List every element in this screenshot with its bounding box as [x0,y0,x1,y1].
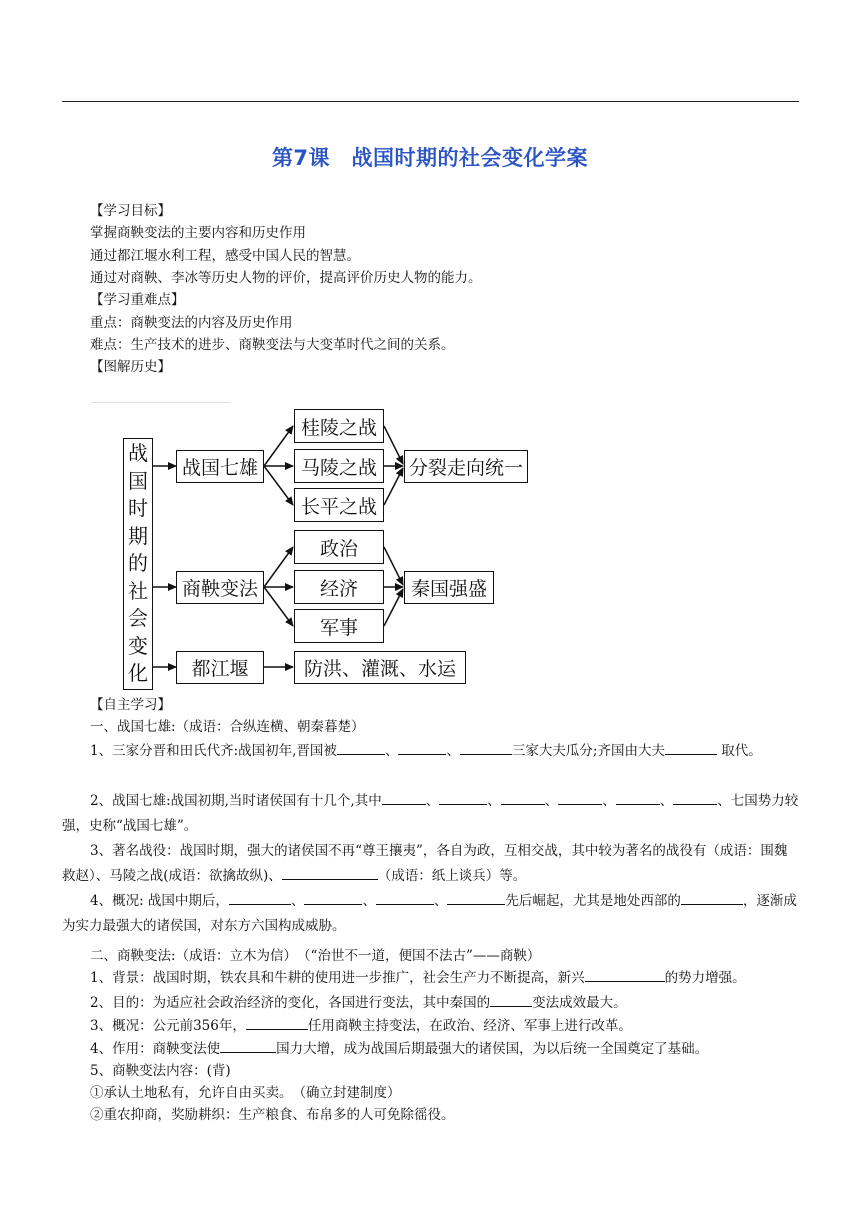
keypoint-key: 重点：商鞅变法的内容及历史作用 [90,315,293,331]
s1-paragraph-2: 2、战国七雄:战国初期,当时诸侯国有十几个,其中 、 、 、 、 、 、七国势力较强，史称“战国七雄”。 [62,789,799,839]
keypoint-difficult: 难点：生产技术的进步、商鞅变法与大变革时代之间的关系。 [90,337,455,353]
fill-blank[interactable] [460,740,512,755]
s1-paragraph-4: 4、概况: 战国中期后， 、 、 、 先后崛起，尤其是地处西部的 ，逐渐成为实力最强大的诸侯国，对东方六国构成威胁。 [62,889,799,939]
goals-heading: 【学习目标】 [90,203,171,219]
fill-blank[interactable] [665,740,717,755]
fill-blank[interactable] [673,790,717,805]
battle-maling: 马陵之战 [294,449,384,483]
s2-paragraph-1: 1、背景：战国时期，铁农具和牛耕的使用进一步推广，社会生产力不断提高，新兴 的势力增强。 [62,966,799,991]
branch-dujiangyan: 都江堰 [176,651,264,684]
goal-item-1: 掌握商鞅变法的主要内容和历史作用 [90,225,306,241]
root-char: 时 [128,496,148,521]
fill-blank[interactable] [585,967,665,982]
s2-paragraph-7: ②重农抑商，奖励耕织：生产粮食、布帛多的人可免除徭役。 [90,1107,455,1123]
fill-blank[interactable] [398,740,446,755]
branch-shangyang-reform: 商鞅变法 [176,571,264,604]
root-char: 变 [128,633,148,658]
s2-paragraph-4: 4、作用：商鞅变法使 国力大增，成为战国后期最强大的诸侯国，为以后统一全国奠定了基础。 [62,1037,799,1062]
result-qin-strong: 秦国强盛 [404,571,494,604]
concept-diagram [90,398,540,690]
branch-warring-states: 战国七雄 [176,450,264,483]
s2-paragraph-6: ①承认土地私有，允许自由买卖。 （确立封建制度） [90,1085,401,1101]
fill-blank[interactable] [439,790,487,805]
result-dujiangyan: 防洪、灌溉、水运 [294,651,466,684]
fill-blank[interactable] [447,890,505,905]
fill-blank[interactable] [558,790,602,805]
reform-politics: 政治 [294,530,384,564]
root-char: 会 [128,606,148,631]
s2-paragraph-3: 3、概况：公元前356年， 任用商鞅主持变法，在政治、经济、军事上进行改革。 [62,1014,799,1039]
goal-item-2: 通过都江堰水利工程，感受中国人民的智慧。 [90,248,360,264]
reform-economy: 经济 [294,570,384,604]
illustrated-heading: 【图解历史】 [90,359,171,375]
s2-paragraph-2: 2、目的：为适应社会政治经济的变化，各国进行变法，其中秦国的 变法成效最大。 [62,991,799,1016]
battle-changping: 长平之战 [294,488,384,522]
keypoints-heading: 【学习重难点】 [90,292,185,308]
fill-blank[interactable] [501,790,545,805]
fill-blank[interactable] [229,890,291,905]
header-rule [62,101,799,102]
section1-title: 一、战国七雄:（成语：合纵连横、朝秦暮楚） [90,719,365,735]
root-char: 化 [128,661,148,686]
s1-paragraph-3: 3、著名战役：战国时期，强大的诸侯国不再“尊王攘夷”，各自为政，互相交战，其中较为著名的战役有（成语：围魏救赵）、马陵之战(成语：欲擒故纵)、 （成语：纸上谈兵）等。 [62,843,788,884]
s1-paragraph-1: 1、三家分晋和田氏代齐:战国初年,晋国被 、 、 三家大夫瓜分;齐国由大夫 取代。 [62,739,799,764]
goal-item-3: 通过对商鞅、李冰等历史人物的评价，提高评价历史人物的能力。 [90,270,482,286]
reform-military: 军事 [294,609,384,643]
root-char: 国 [128,468,148,493]
fill-blank[interactable] [490,992,532,1007]
fill-blank[interactable] [304,890,362,905]
fill-blank[interactable] [220,1038,276,1053]
result-unification: 分裂走向统一 [404,450,528,483]
fill-blank[interactable] [282,865,378,880]
fill-blank[interactable] [616,790,660,805]
root-box [123,438,153,690]
fill-blank[interactable] [337,740,385,755]
self-study-heading: 【自主学习】 [90,697,171,713]
section2-title: 二、商鞅变法:（成语：立木为信） （“治世不一道，便国不法古”——商鞅） [90,948,541,964]
fill-blank[interactable] [382,790,426,805]
fill-blank[interactable] [681,890,743,905]
battle-guiling: 桂陵之战 [294,409,384,443]
root-char: 的 [128,551,148,576]
root-char: 战 [128,441,148,466]
root-char: 期 [128,523,148,548]
root-char: 社 [128,578,148,603]
fill-blank[interactable] [246,1015,308,1030]
page-title: 第7课 战国时期的社会变化学案 [271,146,589,170]
fill-blank[interactable] [376,890,434,905]
s2-paragraph-5: 5、商鞅变法内容：(背) [90,1063,231,1079]
